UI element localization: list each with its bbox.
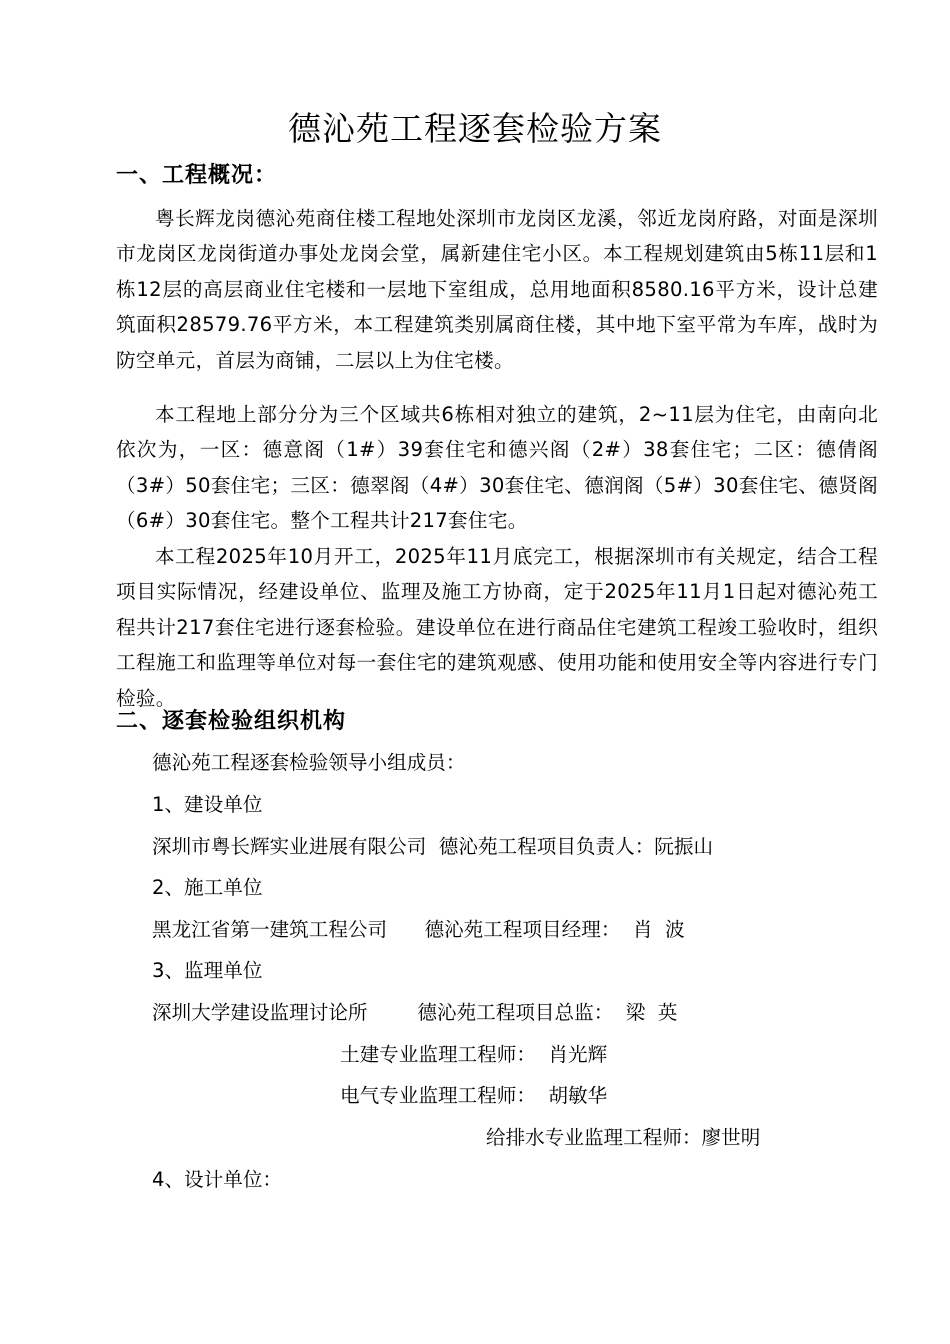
engineer-civil: 土建专业监理工程师： 肖光辉	[340, 1043, 608, 1066]
engineer-water: 给排水专业监理工程师：廖世明	[486, 1126, 761, 1149]
unit-4-label: 4、设计单位：	[152, 1168, 283, 1191]
organization-intro: 德沁苑工程逐套检验领导小组成员：	[152, 751, 466, 774]
engineer-electric: 电气专业监理工程师： 胡敏华	[340, 1084, 608, 1107]
document-title: 德沁苑工程逐套检验方案	[288, 109, 662, 148]
unit-1-line: 深圳市粤长辉实业进展有限公司 德沁苑工程项目负责人：阮振山	[152, 835, 714, 858]
unit-2-label: 2、施工单位	[152, 876, 263, 899]
unit-2-line: 黑龙江省第一建筑工程公司 德沁苑工程项目经理： 肖 波	[152, 918, 685, 941]
unit-3-label: 3、监理单位	[152, 959, 263, 982]
overview-paragraph-2: 本工程地上部分分为三个区域共6栋相对独立的建筑，2~11层为住宅，由南向北依次为，一区：德意阁（1#）39套住宅和德兴阁（2#）38套住宅；二区：德倩阁（3#）50套住宅；三区：德翠阁（4#）30套住宅、德润阁（5#）30套住宅、德贤阁（6#）30套住宅。整个工程共计217套住宅。	[116, 403, 878, 533]
section-heading-organization: 二、逐套检验组织机构	[116, 709, 347, 734]
unit-3-line: 深圳大学建设监理讨论所 德沁苑工程项目总监： 梁 英	[152, 1001, 678, 1024]
unit-1-label: 1、建设单位	[152, 793, 263, 816]
overview-paragraph-3: 本工程2025年10月开工，2025年11月底完工，根据深圳市有关规定，结合工程项目实际情况，经建设单位、监理及施工方协商，定于2025年11月1日起对德沁苑工程共计217套住宅进行逐套检验。建设单位在进行商品住宅建筑工程竣工验收时，组织工程施工和监理等单位对每一套住宅的建筑观感、使用功能和使用安全等内容进行专门检验。	[116, 545, 878, 710]
overview-paragraph-1: 粤长辉龙岗德沁苑商住楼工程地处深圳市龙岗区龙溪，邻近龙岗府路，对面是深圳市龙岗区龙岗街道办事处龙岗会堂，属新建住宅小区。本工程规划建筑由5栋11层和1栋12层的高层商业住宅楼和一层地下室组成，总用地面积8580.16平方米，设计总建筑面积28579.76平方米，本工程建筑类别属商住楼，其中地下室平常为车库，战时为防空单元，首层为商铺，二层以上为住宅楼。	[116, 207, 878, 372]
section-heading-overview: 一、工程概况：	[116, 163, 278, 188]
